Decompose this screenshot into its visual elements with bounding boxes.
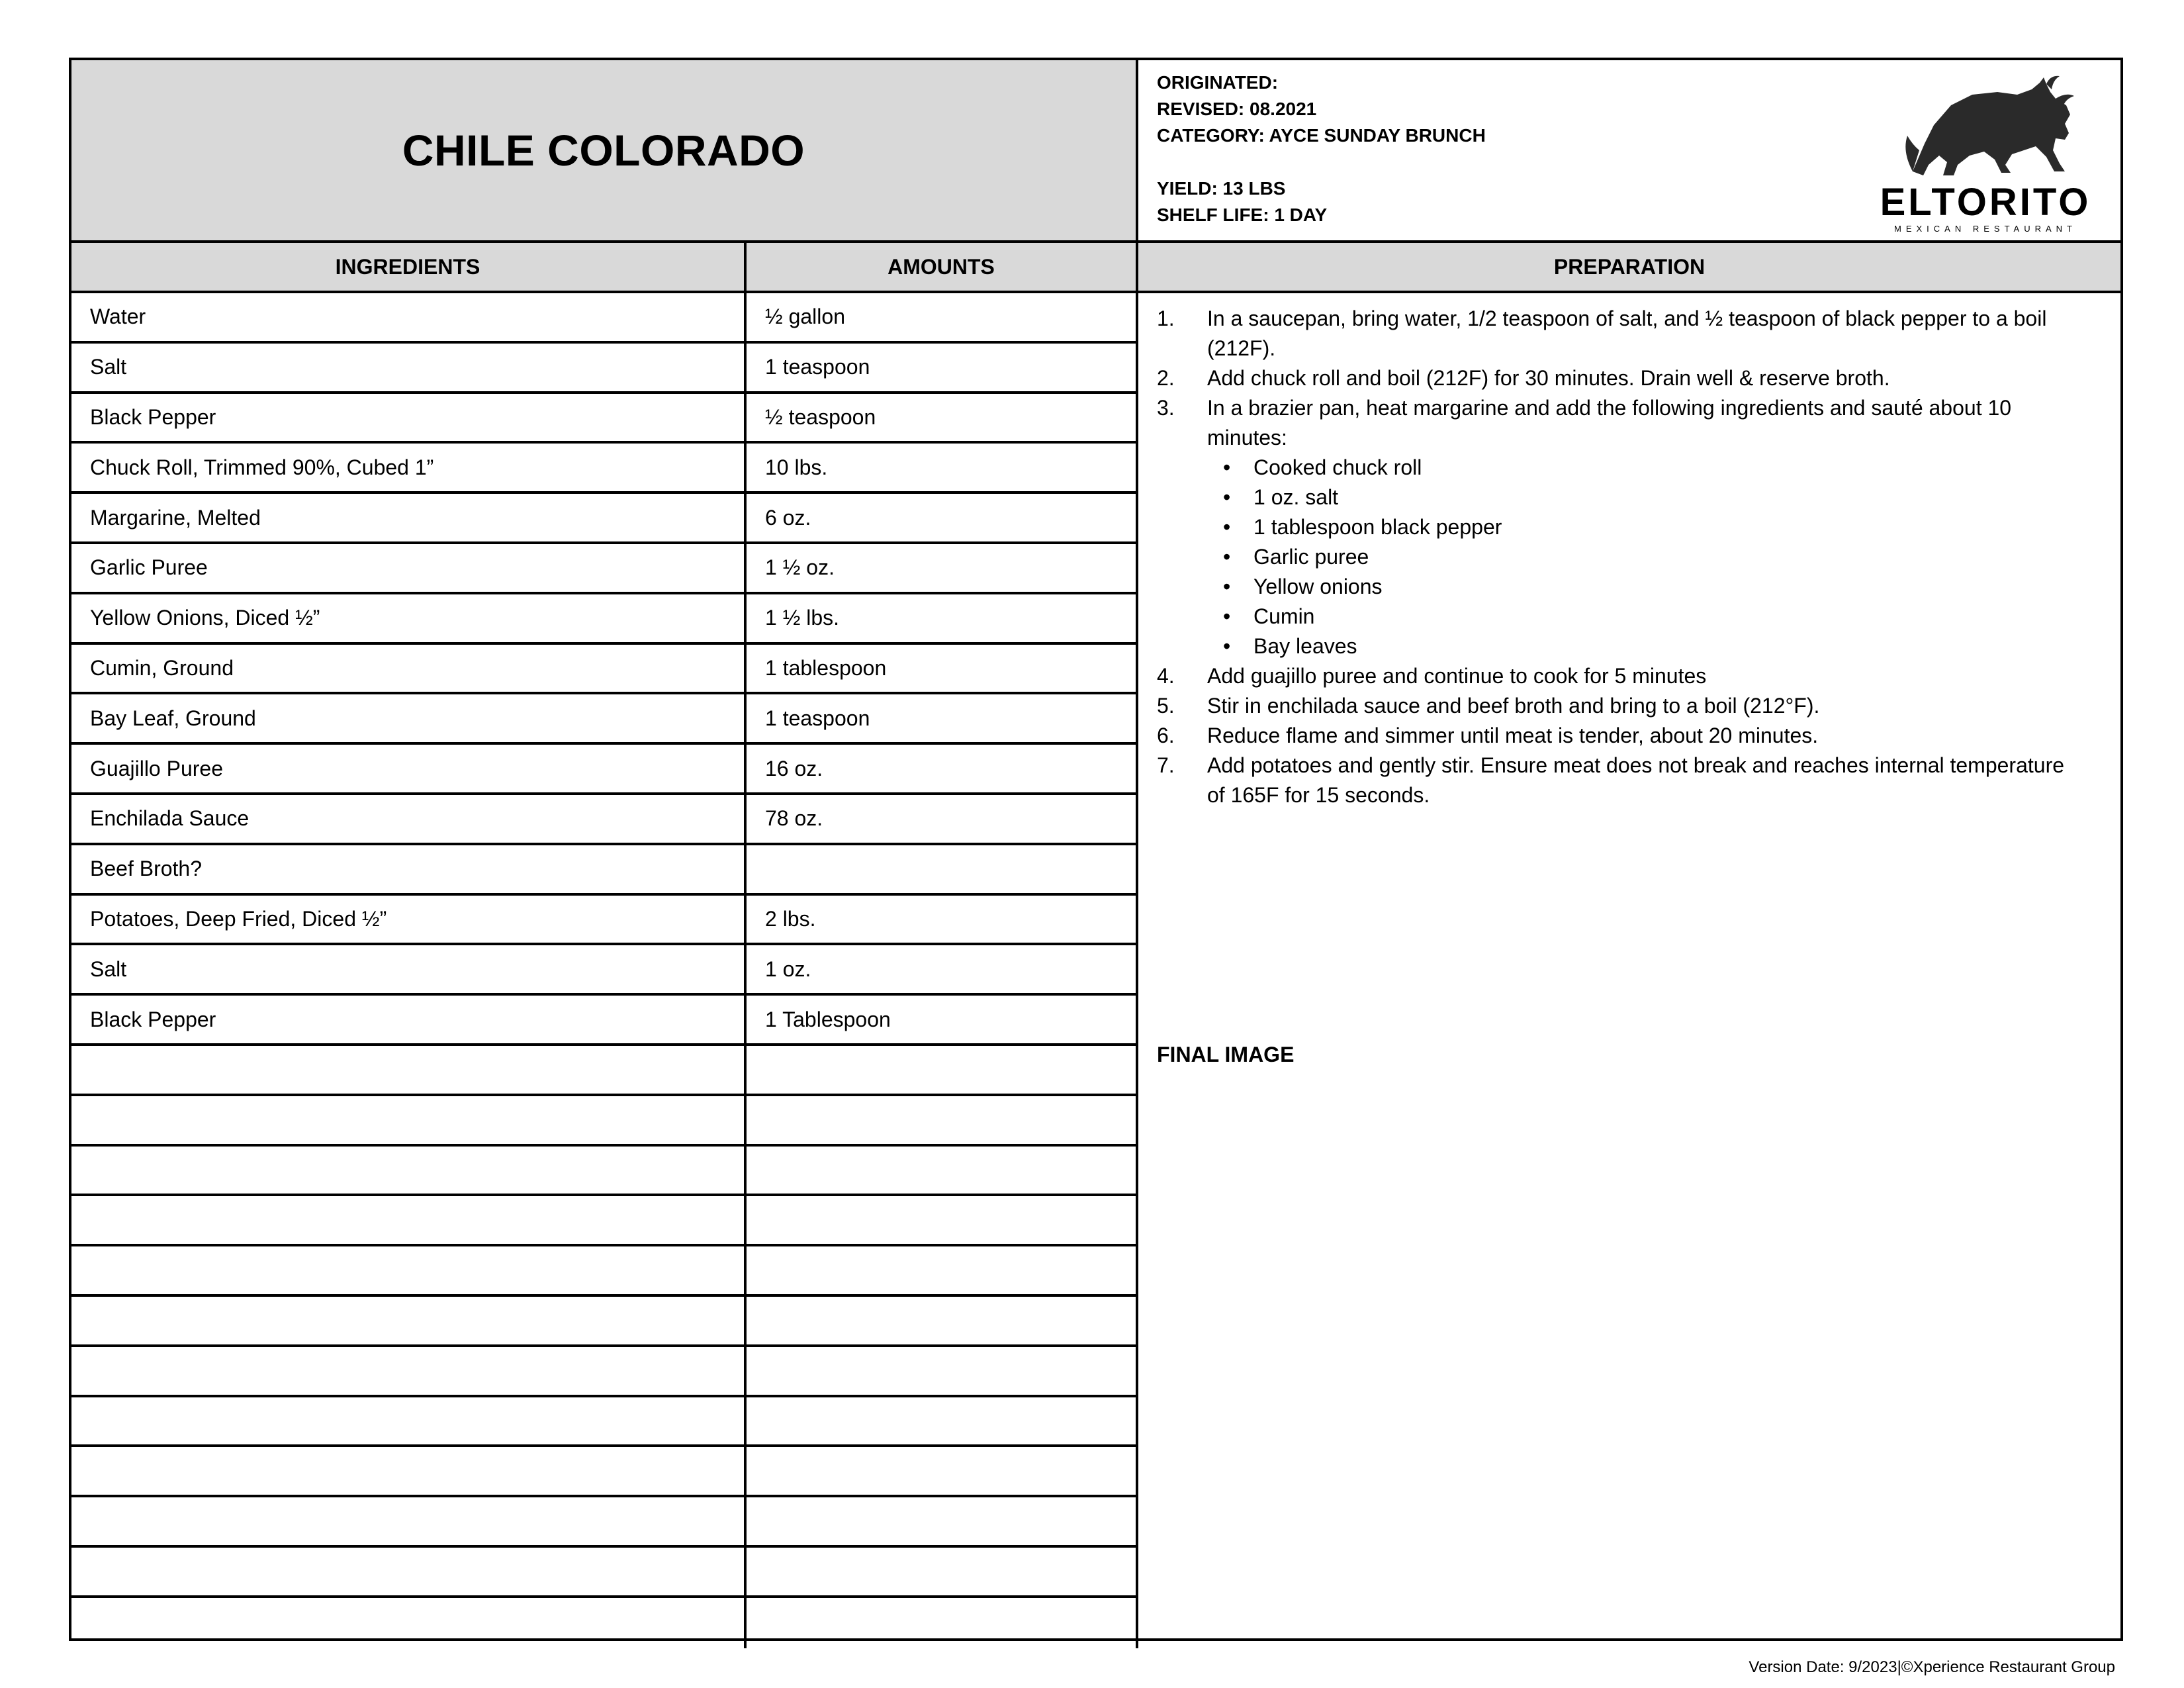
step-number: 6. [1157,724,1175,747]
ingredient-amount: 6 oz. [747,494,1138,541]
ingredient-amount [747,1347,1138,1395]
table-row [71,1497,1138,1548]
table-row [71,845,1138,896]
step-number: 2. [1157,366,1175,390]
table-row [71,1598,1138,1648]
ingredient-name: Enchilada Sauce [71,795,747,843]
sublist-item: • 1 tablespoon black pepper [1157,512,2081,542]
preparation-step [1157,304,2081,363]
step-number: 1. [1157,306,1175,330]
step-number: 5. [1157,694,1175,718]
table-row [71,444,1138,494]
ingredient-amount: ½ teaspoon [747,394,1138,442]
preparation-step [1157,363,2081,393]
final-image-label: FINAL IMAGE [1157,1043,1295,1066]
table-row [71,896,1138,946]
ingredient-name: Beef Broth? [71,845,747,893]
ingredient-name: Black Pepper [71,394,747,442]
sublist-item: • Yellow onions [1157,572,2081,602]
bull-icon [1873,72,2098,185]
ingredient-amount: 1 tablespoon [747,645,1138,692]
ingredient-amount: 1 oz. [747,945,1138,993]
step-text: Stir in enchilada sauce and beef broth and bring to a boil (212°F). [1207,694,1820,718]
ingredient-name: Salt [71,344,747,391]
preparation-header: PREPARATION [1138,243,2120,293]
ingredient-name: Water [71,293,747,341]
sublist-item: • 1 oz. salt [1157,483,2081,512]
table-row [71,745,1138,795]
ingredient-name: Bay Leaf, Ground [71,694,747,742]
ingredient-amount [747,845,1138,893]
ingredient-name [71,1046,747,1094]
ingredients-header: INGREDIENTS [71,243,747,293]
ingredient-name: Potatoes, Deep Fried, Diced ½” [71,896,747,943]
recipe-card [69,58,2123,1641]
table-row [71,694,1138,745]
preparation-step [1157,691,2081,721]
step-sublist [1157,453,2081,661]
preparation-step [1157,751,2081,810]
ingredient-amount [747,1246,1138,1294]
ingredient-amount: ½ gallon [747,293,1138,341]
ingredient-amount [747,1548,1138,1595]
table-row [71,996,1138,1046]
ingredient-amount [747,1397,1138,1445]
ingredient-name [71,1297,747,1344]
ingredient-name: Guajillo Puree [71,745,747,792]
step-text: In a saucepan, bring water, 1/2 teaspoon of salt, and ½ teaspoon of black pepper to a boil (212F). [1207,306,2047,360]
title-cell [71,60,1138,243]
sublist-item: • Garlic puree [1157,542,2081,572]
ingredient-amount: 10 lbs. [747,444,1138,491]
table-row [71,645,1138,695]
sublist-item: • Cooked chuck roll [1157,453,2081,483]
ingredient-amount: 2 lbs. [747,896,1138,943]
ingredient-amount [747,1196,1138,1244]
ingredient-amount: 1 teaspoon [747,694,1138,742]
table-row [71,1447,1138,1497]
step-text: Add guajillo puree and continue to cook for 5 minutes [1207,664,1707,688]
yield-line: YIELD: 13 LBS [1157,178,1286,199]
ingredient-name [71,1598,747,1648]
step-number: 4. [1157,664,1175,688]
ingredient-name [71,1447,747,1495]
ingredient-amount [747,1046,1138,1094]
ingredient-amount: 1 ½ lbs. [747,594,1138,642]
table-row [71,594,1138,645]
revised-line: REVISED: 08.2021 [1157,99,1317,119]
table-row [71,1147,1138,1197]
ingredient-name: Black Pepper [71,996,747,1043]
table-row [71,1347,1138,1397]
ingredient-amount: 1 teaspoon [747,344,1138,391]
recipe-info [1138,60,2120,243]
logo-subtitle: MEXICAN RESTAURANT [1894,224,2077,234]
el-torito-logo [1873,72,2098,234]
table-row [71,1397,1138,1448]
preparation-step [1157,721,2081,751]
preparation-step [1157,661,2081,691]
ingredient-name [71,1196,747,1244]
table-row [71,1548,1138,1598]
table-row [71,945,1138,996]
ingredients-table [71,293,1138,1648]
ingredient-name: Cumin, Ground [71,645,747,692]
table-row [71,1196,1138,1246]
ingredient-amount: 1 Tablespoon [747,996,1138,1043]
ingredient-name [71,1548,747,1595]
ingredient-name: Margarine, Melted [71,494,747,541]
ingredient-name: Garlic Puree [71,544,747,592]
category-line: CATEGORY: AYCE SUNDAY BRUNCH [1157,125,1486,146]
recipe-title: CHILE COLORADO [402,126,805,175]
table-row [71,795,1138,845]
preparation-cell [1138,293,2120,1641]
table-row [71,1046,1138,1096]
sublist-item: • Bay leaves [1157,632,2081,661]
table-row [71,1297,1138,1347]
step-text: In a brazier pan, heat margarine and add the following ingredients and sauté about 10 minutes: [1207,396,2012,449]
ingredient-name: Salt [71,945,747,993]
ingredient-amount [747,1598,1138,1648]
table-row [71,293,1138,344]
table-row [71,344,1138,394]
table-row [71,394,1138,444]
ingredient-name [71,1347,747,1395]
ingredient-name: Chuck Roll, Trimmed 90%, Cubed 1” [71,444,747,491]
ingredient-name [71,1096,747,1144]
shelf-life-line: SHELF LIFE: 1 DAY [1157,205,1328,225]
table-row [71,1096,1138,1147]
preparation-step [1157,393,2081,453]
preparation-steps [1157,304,2081,810]
step-text: Add chuck roll and boil (212F) for 30 minutes. Drain well & reserve broth. [1207,366,1890,390]
ingredient-name: Yellow Onions, Diced ½” [71,594,747,642]
originated-line: ORIGINATED: [1157,72,1279,93]
table-row [71,1246,1138,1297]
sublist-item: • Cumin [1157,602,2081,632]
table-row [71,544,1138,594]
logo-name: ELTORITO [1880,181,2091,224]
version-footer: Version Date: 9/2023|©Xperience Restaurant Group [1749,1658,2115,1676]
step-text: Reduce flame and simmer until meat is tender, about 20 minutes. [1207,724,1819,747]
ingredient-amount [747,1447,1138,1495]
ingredient-amount [747,1147,1138,1194]
ingredient-amount [747,1497,1138,1545]
ingredient-name [71,1147,747,1194]
ingredient-amount [747,1096,1138,1144]
table-row [71,494,1138,544]
ingredient-amount [747,1297,1138,1344]
ingredient-name [71,1497,747,1545]
ingredient-amount: 16 oz. [747,745,1138,792]
ingredient-amount: 1 ½ oz. [747,544,1138,592]
ingredient-name [71,1246,747,1294]
step-text: Add potatoes and gently stir. Ensure meat does not break and reaches internal temperature of 165F for 15 seconds. [1207,753,2065,807]
amounts-header: AMOUNTS [747,243,1138,293]
ingredient-amount: 78 oz. [747,795,1138,843]
ingredient-name [71,1397,747,1445]
step-number: 7. [1157,753,1175,777]
step-number: 3. [1157,396,1175,420]
